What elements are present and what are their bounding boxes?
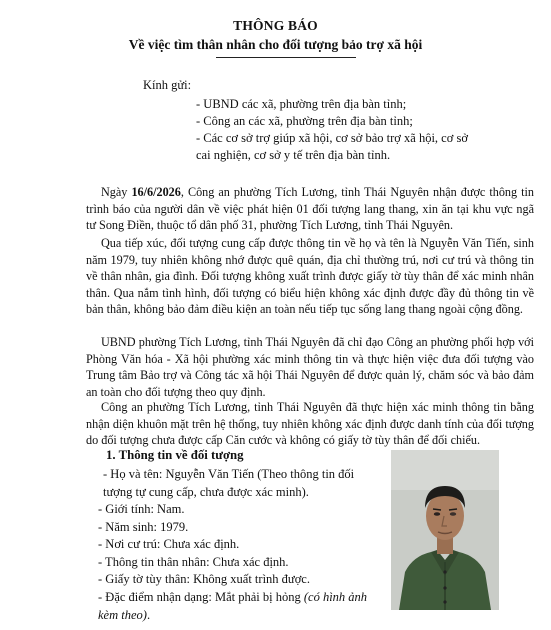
features-note: (có hình ảnh kèm theo)	[98, 590, 368, 622]
info-item: - Thông tin thân nhân: Chưa xác định.	[98, 554, 289, 569]
info-item: - Nơi cư trú: Chưa xác định.	[98, 537, 240, 552]
recipient-item: - Công an các xã, phường trên địa bàn tỉnh;	[196, 114, 413, 128]
body-paragraph-2: Qua tiếp xúc, đối tượng cung cấp được thông tin về họ và tên là Nguyễn Văn Tiến, sinh năm 1979, tuy nhiên không nhớ được quê quán, địa chỉ thường trú, nơi cư trú và thông tin về thân nhân, gia đình. Đối tượng không xuất trình được giấy tờ tùy thân để xác minh nhân thân. Qua nắm tình hình, đối tượng có biểu hiện không xác định được đầy đủ thông tin về bản thân, không bảo đảm điều kiện an toàn nếu tiếp tục sống lang thang ngoài cộng đồng.	[86, 236, 534, 317]
subtitle-text: Về việc tìm thân nhân cho đối tượng bảo trợ xã hội	[128, 37, 423, 52]
body-paragraph-4: Công an phường Tích Lương, tỉnh Thái Nguyên đã thực hiện xác minh thông tin bằng nhận diện khuôn mặt trên hệ thống, tuy nhiên không xác định được danh tính của đối tượng do đối tượng chưa được cấp Căn cước và không có giấy tờ tùy thân để đối chiếu.	[86, 400, 534, 448]
p1-prefix: Ngày	[101, 185, 132, 199]
recipient-item: - Các cơ sở trợ giúp xã hội, cơ sở bảo trợ xã hội, cơ sở	[196, 131, 468, 145]
subtitle-underline	[216, 57, 356, 58]
features-end: .	[146, 607, 151, 622]
p1-rest: , Công an phường Tích Lương, tỉnh Thái Nguyên nhận được thông tin trình báo của người dân về việc phát hiện 01 đối tượng lang thang, xin ăn tại khu vực ngã tư Song Điền, thuộc tổ dân phố 31, phường Tích Lương, tỉnh Thái Nguyên.	[86, 185, 534, 233]
person-portrait-icon	[391, 450, 499, 610]
info-item-features	[86, 589, 376, 624]
greeting-label: Kính gửi:	[143, 78, 192, 92]
recipient-item: cai nghiện, cơ sở y tế trên địa bàn tỉnh.	[196, 148, 391, 162]
info-item	[86, 589, 376, 624]
info-item: - Năm sinh: 1979.	[98, 519, 189, 534]
section-heading: 1. Thông tin về đối tượng	[106, 448, 244, 462]
p1-date: 16/6/2026	[131, 185, 181, 199]
info-item: - Giới tính: Nam.	[98, 502, 185, 516]
recipient-item: - UBND các xã, phường trên địa bàn tỉnh;	[196, 97, 407, 111]
person-photo	[391, 450, 499, 610]
info-item: - Giấy tờ tùy thân: Không xuất trình được.	[98, 572, 310, 587]
features-text: - Đặc điểm nhận dạng: Mắt phải bị hỏng	[98, 590, 304, 604]
info-list	[86, 501, 386, 589]
document-title: THÔNG BÁO	[233, 18, 318, 33]
info-item-name: - Họ và tên: Nguyễn Văn Tiến (Theo thông tin đối tượng tự cung cấp, chưa được xác minh).	[103, 467, 355, 499]
body-paragraph-1	[86, 184, 534, 234]
info-item	[86, 466, 376, 501]
document-subtitle	[0, 37, 551, 53]
body-paragraph-3: UBND phường Tích Lương, tỉnh Thái Nguyên đã chỉ đạo Công an phường phối hợp với Phòng Văn hóa - Xã hội phường xác minh thông tin và thực hiện việc đưa đối tượng vào Trung tâm Bảo trợ và Công tác xã hội Thái Nguyên để được quản lý, chăm sóc và bảo đảm an toàn cho đối tượng theo quy định.	[86, 335, 534, 399]
